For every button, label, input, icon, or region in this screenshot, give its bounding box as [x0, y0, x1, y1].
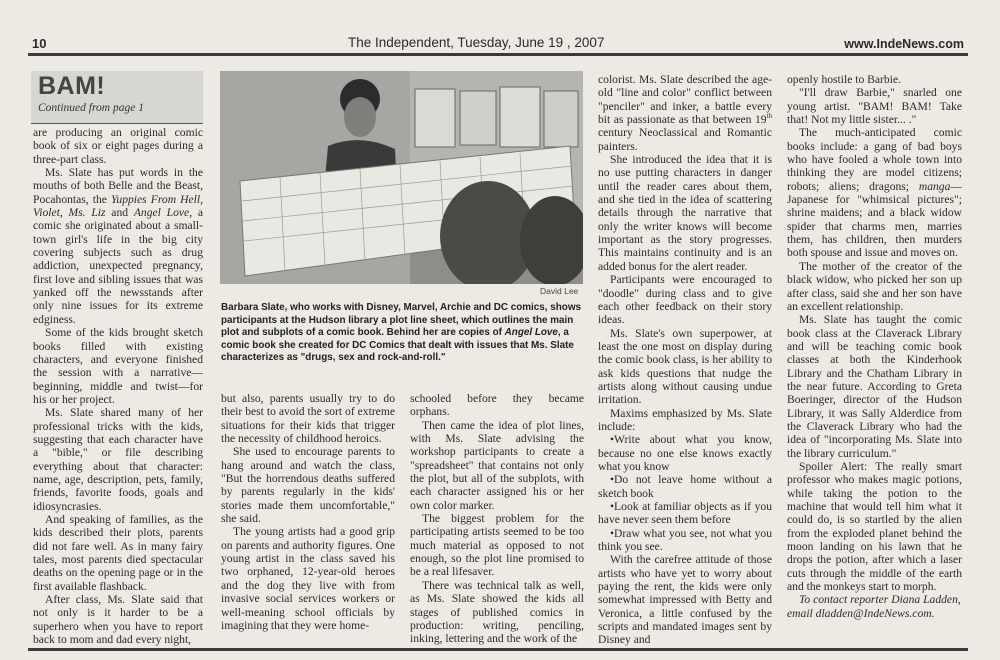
paragraph: Maxims emphasized by Ms. Slate include: [598, 406, 772, 433]
paragraph: but also, parents usually try to do their best to avoid the sort of extreme situations for their kids that trigger the necessity of childhood heroics. [221, 392, 395, 446]
paragraph: are producing an original comic book of six or eight pages during a three-part class. [33, 126, 203, 166]
paragraph: colorist. Ms. Slate described the age-old "line and color" conflict between "penciler" and inker, a battle every bit as passionate as that between 19th century Neoclassical and Romantic painters. [598, 73, 772, 153]
reporter-email: email dladden@IndeNews.com. [787, 606, 935, 620]
column-3 [410, 392, 584, 646]
publication-dateline: The Independent, Tuesday, June 19 , 2007 [348, 35, 605, 50]
paragraph: With the carefree attitude of those artists who have yet to worry about paying the rent, the kids were only somewhat impressed with Betty and Veronica, a little confused by the scripts and mandated images sent by Disney and [598, 553, 772, 647]
column-5 [787, 73, 962, 620]
maxim-item: •Look at familiar objects as if you have never seen them before [598, 500, 772, 527]
paragraph: "I'll draw Barbie," snarled one young artist. "BAM! BAM! Take that! Not my little sister... ." [787, 86, 962, 127]
paragraph: Ms. Slate has put words in the mouths of both Belle and the Beast, Pocahontas, the Yuppies From Hell, Violet, Ms. Liz and Angel Love, a comic she originated about a small-town girl's life in the big city covering subjects such as drug addiction, unexpected pregnancy, first love and sibling issues that was yanked off the newsstands after only nine issues for its extreme edginess. [33, 166, 204, 326]
paragraph: Then came the idea of plot lines, with Ms. Slate advising the workshop participants to create a "spreadsheet" that contains not only the plot, but all of the subplots, with each character assigned his or her own color marker. [410, 418, 584, 512]
paragraph: The biggest problem for the participating artists seemed to be too much material as opposed to not enough, so the plot line promised to be a real lifesaver. [410, 512, 584, 579]
paragraph: The young artists had a good grip on parents and authority figures. One young artist in the class saved his two orphaned, 12-year-old heroes and the dog they live with from invasive social services workers or well-meaning school officials by imagining that they were home- [221, 525, 395, 632]
paragraph: openly hostile to Barbie. [787, 73, 901, 86]
paragraph: The much-anticipated comic books include: a gang of bad boys who have fooled a whole town into thinking they are model citizens; robots; aliens; dragons; manga—Japanese for "whimsical pictures"; shrine maidens; and a black widow spider that charms men, marries them, has children, then murders both spouse and issue and moves on. [787, 126, 962, 260]
maxim-item: •Write about what you know, because no one else knows exactly what you know [598, 433, 772, 473]
column-4 [598, 73, 772, 647]
paragraph: After class, Ms. Slate said that not only is it harder to be a superhero when you have to report back to mom and dad every night, [33, 593, 203, 647]
paragraph: Ms. Slate shared many of her professional tricks with the kids, suggesting that each character have a "bible," or file describing everything about that character: name, age, description, pets, family, friends, favorite foods, goals and idiosyncrasies. [33, 406, 203, 513]
continued-line: Continued from page 1 [38, 102, 144, 114]
page-number: 10 [32, 36, 47, 51]
caption-text-rest: , a comic book she created for DC Comics that dealt with issues that Ms. Slate characterizes as "drugs, sex and rock-and-roll." [221, 327, 574, 364]
paragraph: She introduced the idea that it is no use putting characters in danger until the reader cares about them, and she tied in the idea of scattering details through the narrative that only the writer knows will become important as the story progresses. This maintains continuity and is an added bonus for the alert reader. [598, 153, 772, 273]
paragraph: schooled before they became orphans. [410, 392, 584, 419]
caption-italic-title: Angel Love [504, 327, 558, 339]
paragraph: She used to encourage parents to hang around and watch the class, "But the horrendous deaths suffered by parents regularly in the kids' stories made them uncomfortable," she said. [221, 445, 395, 526]
maxim-item: •Do not leave home without a sketch book [598, 473, 772, 500]
photo-caption [221, 302, 585, 365]
website-url: www.IndeNews.com [844, 37, 964, 51]
paragraph: Ms. Slate's own superpower, at least the one most on display during the comic book class, is her ability to ask kids questions that nudge the artists along without causing undue irritation. [598, 326, 772, 407]
paragraph: The mother of the creator of the black widow, who picked her son up after class, said she and her son have an excellent relationship. [787, 259, 962, 313]
paragraph: Spoiler Alert: The really smart professor who makes magic potions, while taking the potion to the machine that would tell him what it could do, is so startled by the alien from the exploded planet behind the moon landing on his lawn that he drops the potion, after which a laser cuts through the middle of the earth and the monkeys start to morph. [787, 459, 962, 594]
paragraph: Ms. Slate has taught the comic book class at the Claverack Library and will be teaching comic book classes at both the Kinderhook Library and the Chatham Library in the near future. According to Greta Boeringer, director of the Hudson Library, it was Sally Alderdice from the Claverack Library who had the idea of "incorporating Ms. Slate into the library curriculum." [787, 313, 962, 460]
paragraph: Participants were encouraged to "doodle" during class and to give each other feedback on their story ideas. [598, 273, 772, 327]
reporter-contact: To contact reporter Diana Ladden, [799, 593, 961, 607]
photo-illustration [220, 71, 583, 284]
column-2 [221, 392, 395, 632]
column-1 [33, 126, 203, 646]
maxim-item: •Draw what you see, not what you think you see. [598, 526, 772, 554]
paragraph: Some of the kids brought sketch books filled with existing characters, and everyone finished the session with a narrative—beginning, middle and twist—for his or her project. [33, 326, 203, 406]
article-photo [220, 71, 583, 284]
article-kicker: BAM! [38, 72, 106, 100]
photo-credit: David Lee [540, 286, 579, 296]
caption-text: Barbara Slate, who works with Disney, Marvel, Archie and DC comics, shows participants at the Hudson library a plot line sheet, which outlines the main plot and subplots of a comic book. Behind her are copies of [221, 302, 581, 339]
header-rule [28, 53, 968, 56]
footer-rule [28, 648, 968, 651]
paragraph: There was technical talk as well, as Ms. Slate showed the kids all stages of published comics in production: writing, penciling, inking, lettering and the work of the [410, 578, 584, 646]
paragraph: And speaking of families, as the kids described their plots, parents did not fare well. As in many fairy tales, most parents died spectacular deaths on the opening page or in the first available flashback. [33, 512, 203, 593]
